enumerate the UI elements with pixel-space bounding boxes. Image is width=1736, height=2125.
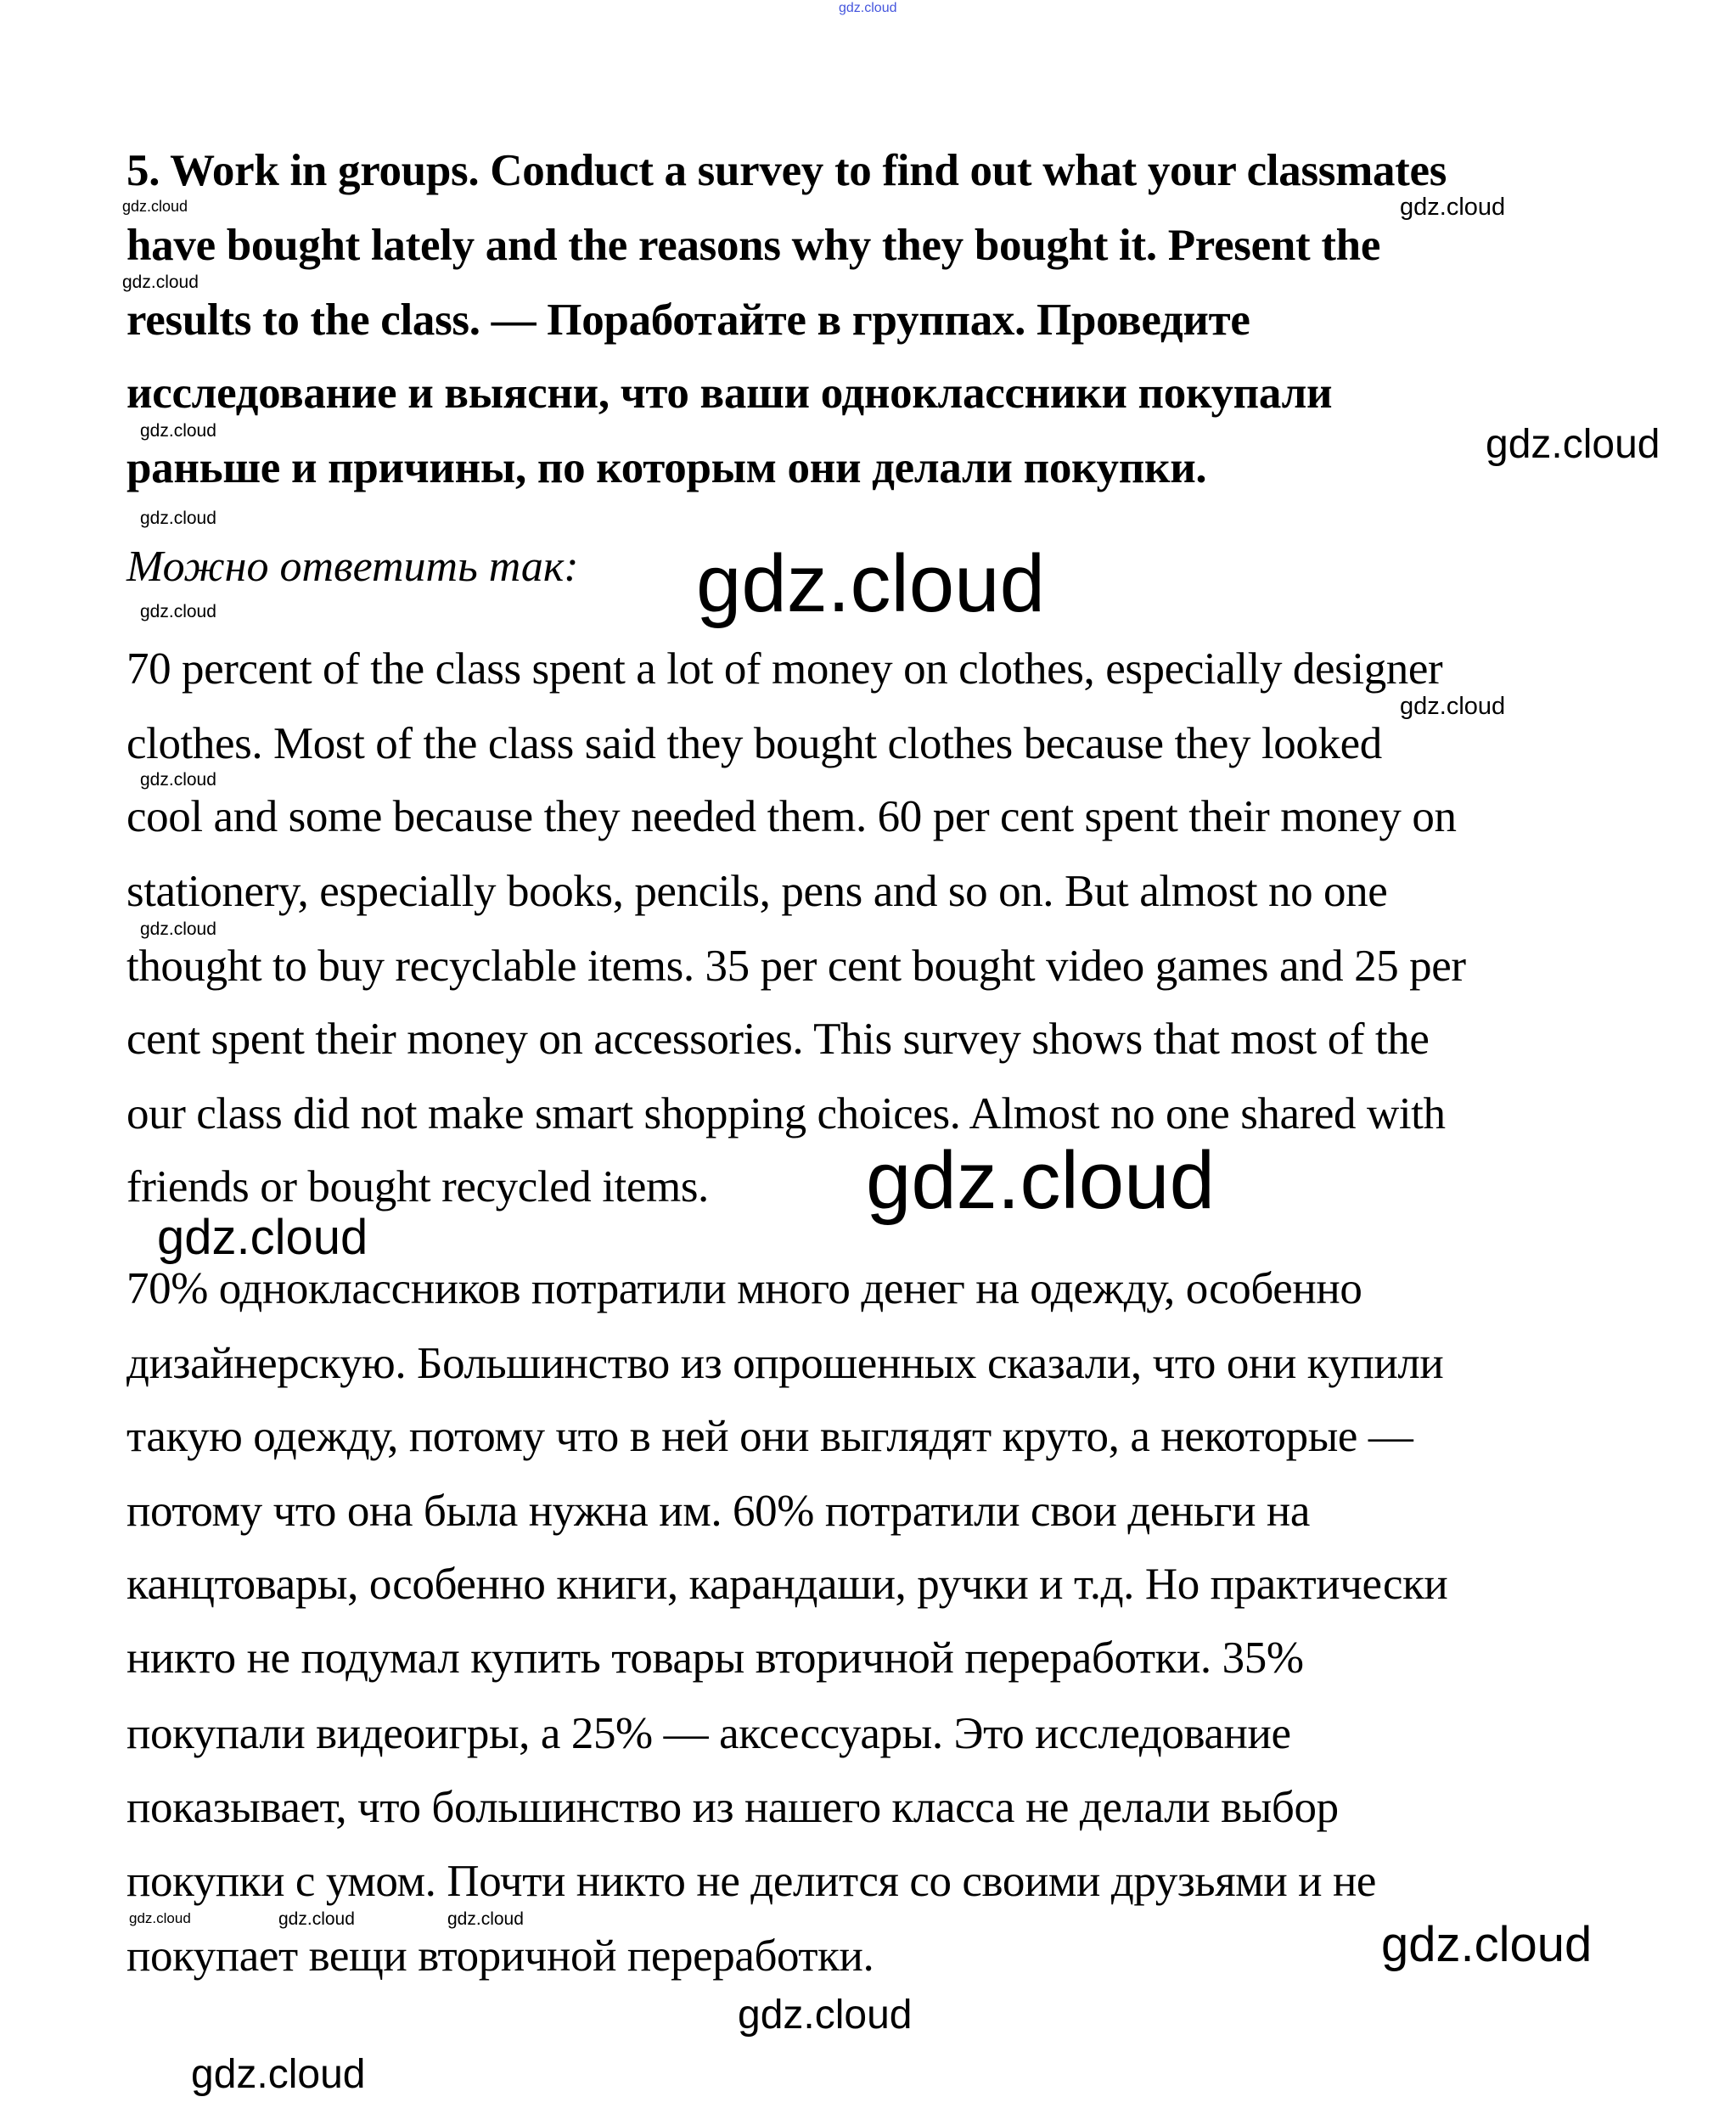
- english-answer-line: clothes. Most of the class said they bought clothes because they looked: [126, 719, 1382, 768]
- english-answer-line: cool and some because they needed them. 60 per cent spent their money on: [126, 792, 1457, 841]
- russian-answer-line: такую одежду, потому что в ней они выглядят круто, а некоторые —: [126, 1412, 1413, 1461]
- watermark: gdz.cloud: [157, 1210, 368, 1265]
- english-answer-line: friends or bought recycled items.: [126, 1162, 709, 1211]
- watermark: gdz.cloud: [140, 919, 216, 939]
- watermark: gdz.cloud: [191, 2052, 366, 2097]
- watermark: gdz.cloud: [1381, 1917, 1593, 1972]
- task-heading-line: исследование и выясни, что ваши одноклассники покупали: [126, 368, 1333, 418]
- russian-answer-line: дизайнерскую. Большинство из опрошенных сказали, что они купили: [126, 1339, 1444, 1388]
- english-answer-line: 70 percent of the class spent a lot of money on clothes, especially designer: [126, 644, 1443, 694]
- task-heading-line: 5. Work in groups. Conduct a survey to find out what your classmates: [126, 146, 1447, 195]
- russian-answer-line: показывает, что большинство из нашего класса не делали выбор: [126, 1783, 1339, 1832]
- russian-answer-line: покупали видеоигры, а 25% — аксессуары. Это исследование: [126, 1709, 1291, 1758]
- watermark: gdz.cloud: [122, 198, 188, 215]
- watermark: gdz.cloud: [866, 1135, 1215, 1226]
- task-heading-line: have bought lately and the reasons why they bought it. Present the: [126, 221, 1381, 270]
- english-answer-line: stationery, especially books, pencils, pens and so on. But almost no one: [126, 867, 1388, 916]
- watermark: gdz.cloud: [696, 538, 1045, 629]
- task-heading-line: раньше и причины, по которым они делали покупки.: [126, 443, 1207, 492]
- watermark: gdz.cloud: [122, 273, 199, 292]
- task-heading-line: results to the class. — Поработайте в группах. Проведите: [126, 295, 1250, 345]
- watermark: gdz.cloud: [839, 1, 897, 15]
- watermark: gdz.cloud: [1400, 693, 1506, 720]
- russian-answer-line: никто не подумал купить товары вторичной переработки. 35%: [126, 1633, 1304, 1683]
- watermark: gdz.cloud: [447, 1909, 524, 1929]
- watermark: gdz.cloud: [140, 509, 216, 528]
- watermark: gdz.cloud: [129, 1910, 191, 1926]
- english-answer-line: our class did not make smart shopping choices. Almost no one shared with: [126, 1089, 1446, 1138]
- watermark: gdz.cloud: [140, 421, 216, 441]
- english-answer-line: thought to buy recyclable items. 35 per cent bought video games and 25 per: [126, 942, 1466, 991]
- russian-answer-line: потому что она была нужна им. 60% потратили свои деньги на: [126, 1487, 1311, 1536]
- watermark: gdz.cloud: [140, 602, 216, 621]
- watermark: gdz.cloud: [140, 770, 216, 790]
- russian-answer-line: покупки с умом. Почти никто не делится со своими друзьями и не: [126, 1857, 1377, 1906]
- answer-intro: Можно ответить так:: [126, 542, 579, 591]
- russian-answer-line: 70% одноклассников потратили много денег на одежду, особенно: [126, 1264, 1362, 1313]
- russian-answer-line: покупает вещи вторичной переработки.: [126, 1931, 874, 1981]
- watermark: gdz.cloud: [1400, 194, 1506, 221]
- russian-answer-line: канцтовары, особенно книги, карандаши, ручки и т.д. Но практически: [126, 1560, 1448, 1609]
- watermark: gdz.cloud: [1486, 422, 1660, 467]
- watermark: gdz.cloud: [738, 1993, 913, 2038]
- english-answer-line: cent spent their money on accessories. This survey shows that most of the: [126, 1015, 1430, 1064]
- watermark: gdz.cloud: [278, 1909, 355, 1929]
